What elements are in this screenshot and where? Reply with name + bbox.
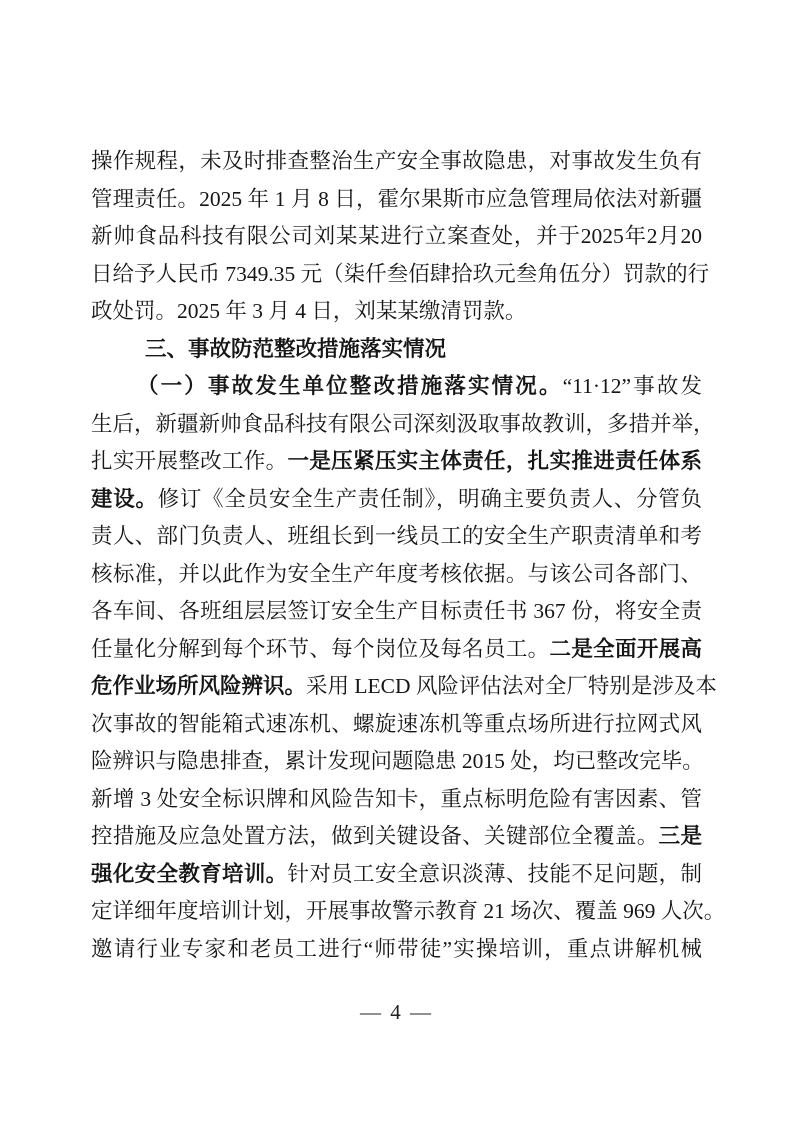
text-line [91,893,726,931]
text-segment: “11·12”事故发 [562,374,702,398]
text-segment: 日给予人民币 7349.35 元（柒仟叁佰肆拾玖元叁角伍分）罚款的行 [91,261,710,286]
text-segment: 邀请行业专家和老员工进行“师带徒”实操培训，重点讲解机械 [91,936,702,961]
text-line [91,593,702,631]
page-number: — 4 — [360,1000,433,1024]
text-line [91,256,710,294]
text-line [91,143,702,181]
text-segment: 扎实开展整改工作。 [91,449,288,473]
text-segment: 修订《全员安全生产责任制》，明确主要负责人、分管负 [157,486,702,511]
emphasis-segment: 一是压紧压实主体责任，扎实推进责任体系 [287,449,702,473]
text-line [91,556,702,594]
text-line [91,856,702,894]
text-line [91,481,702,519]
document-body [91,143,726,968]
emphasis-segment: 危作业场所风险辨识。 [91,674,307,698]
text-line [91,818,702,856]
text-line [91,781,702,819]
text-segment: 新增 3 处安全标识牌和风险告知卡，重点标明危险有害因素、管 [91,786,702,811]
text-segment: 政处罚。2025 年 3 月 4 日，刘某某缴清罚款。 [91,299,527,323]
text-segment: 任量化分解到每个环节、每个岗位及每名员工。 [91,636,550,661]
text-segment: 生后，新疆新帅食品科技有限公司深刻汲取事故教训，多措并举， [91,411,715,436]
text-segment: 险辨识与隐患排查，累计发现问题隐患 2015 处，均已整改完毕。 [91,749,704,773]
text-segment: 次事故的智能箱式速冻机、螺旋速冻机等重点场所进行拉网式风 [91,711,702,736]
text-segment: 核标准，并以此作为安全生产年度考核依据。与该公司各部门、 [91,561,702,586]
text-line [91,743,702,781]
text-line [91,631,702,669]
text-line [91,931,702,969]
text-line [91,668,717,706]
text-line [91,293,702,331]
text-line [91,406,715,444]
text-line [91,218,702,256]
text-segment: 责人、部门负责人、班组长到一线员工的安全生产职责清单和考 [91,524,702,548]
text-segment: 新帅食品科技有限公司刘某某进行立案查处，并于2025年2月20 [91,224,702,248]
subsection-heading-line [91,368,702,406]
text-line [91,706,702,744]
text-line [91,181,702,219]
emphasis-segment: 三是 [658,824,702,848]
text-segment: 控措施及应急处置方法，做到关键设备、关键部位全覆盖。 [91,824,659,848]
text-segment: 操作规程，未及时排查整治生产安全事故隐患，对事故发生负有 [91,149,702,173]
text-segment: 采用 LECD 风险评估法对全厂特别是涉及本 [306,674,717,698]
text-line [91,443,702,481]
section-heading [91,331,702,369]
emphasis-segment: 强化安全教育培训。 [91,861,288,886]
subsection-heading-text: （一）事故发生单位整改措施落实情况。 [137,374,563,398]
emphasis-segment: 建设。 [91,486,158,511]
text-line [91,518,702,556]
emphasis-segment: 二是全面开展高 [549,636,702,661]
text-segment: 管理责任。2025 年 1 月 8 日，霍尔果斯市应急管理局依法对新疆 [91,186,702,211]
text-segment: 各车间、各班组层层签订安全生产目标责任书 367 份，将安全责 [91,599,702,623]
text-segment: 定详细年度培训计划，开展事故警示教育 21 场次、覆盖 969 人次。 [91,899,726,923]
section-heading-text: 三、事故防范整改措施落实情况 [145,336,447,361]
text-segment: 针对员工安全意识淡薄、技能不足问题，制 [287,861,702,886]
